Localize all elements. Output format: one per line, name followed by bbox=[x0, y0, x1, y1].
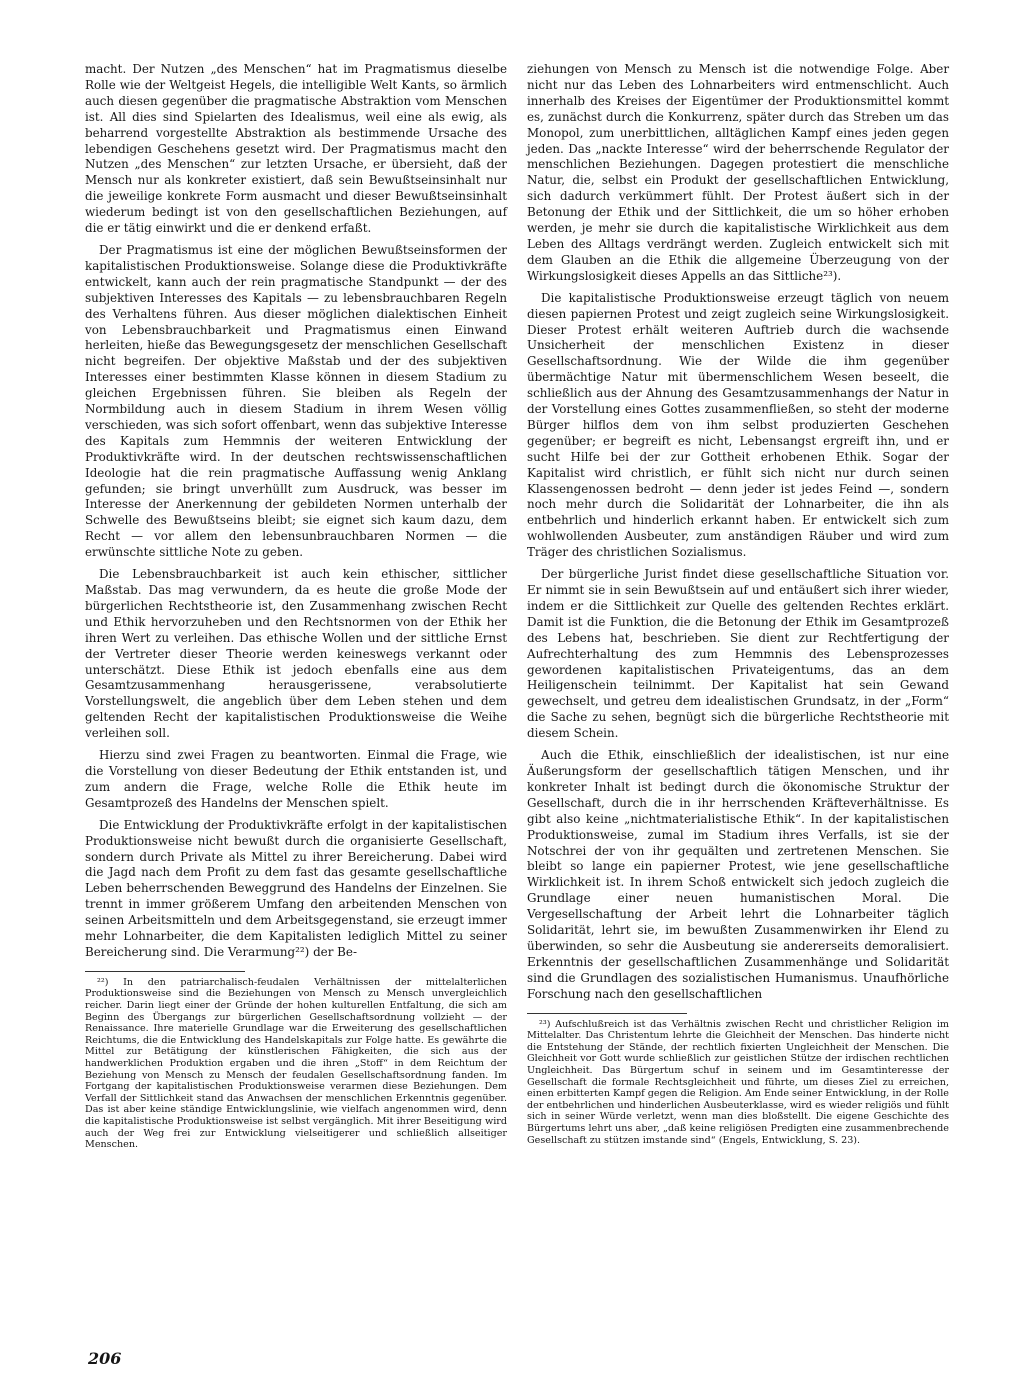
paragraph: Die kapitalistische Produktionsweise erzeugt täglich von neuem diesen papiernen Protest und zeigt zugleich seine Wirkungslosigkeit. Dieser Protest erhält weiteren Auftrieb durch die wachsende Unsicherheit der menschlichen Existenz in dieser Gesellschaftsordnung. Wie der Wilde die ihm gegenüber übermächtige Natur mit übermenschlichem Wesen beseelt, die schließlich aus der Ahnung des Gesamtzusammenhangs der Natur in der Vorstellung eines Gottes zusammenfließen, so steht der moderne Bürger hilflos dem von ihm selbst produzierten Geschehen gegenüber; er begreift es nicht, Lebensangst ergreift ihn, und er sucht Hilfe bei der zur Gottheit erhobenen Ethik. Sogar der Kapitalist wird christlich, er fühlt sich nicht nur durch seinen Klassengenossen bedroht — denn jeder ist jedes Feind —, sondern noch mehr durch die Solidarität der Lohnarbeiter, die ihn als entbehrlich und hinderlich erkannt haben. Er entwickelt sich zum wohlwollenden Ausbeuter, zum anständigen Räuber und wird zum Träger des christlichen Sozialismus. bbox=[527, 290, 949, 560]
paragraph: Die Lebensbrauchbarkeit ist auch kein ethischer, sittlicher Maßstab. Das mag verwundern, da es heute die große Mode der bürgerlichen Rechtstheorie ist, den Zusammenhang zwischen Recht und Ethik hervorzuheben und den Rechtsnormen von der Ethik her ihren Wert zu verleihen. Das ethische Wollen und der sittliche Ernst der Vertreter dieser Theorie werden keineswegs verkannt oder unterschätzt. Diese Ethik ist jedoch ebenfalls eine aus dem Gesamtzusammenhang herausgerissene, verabsolutierte Vorstellungswelt, die angeblich über dem Leben stehen und dem geltenden Recht der kapitalistischen Produktionsweise die Weihe verleihen soll. bbox=[85, 567, 507, 741]
right-column bbox=[527, 62, 949, 1146]
footnote-divider bbox=[527, 1013, 687, 1014]
paragraph: Hierzu sind zwei Fragen zu beantworten. Einmal die Frage, wie die Vorstellung von dieser Bedeutung der Ethik entstanden ist, und zum andern die Frage, welche Rolle die Ethik heute im Gesamtprozeß des Handelns der Menschen spielt. bbox=[85, 748, 507, 810]
footnote-22: ²²) In den patriarchalisch-feudalen Verhältnissen der mittelalterlichen Produktionsweise sind die Beziehungen von Mensch zu Mensch unvergleichlich reicher. Darin liegt einer der Gründe der hohen kulturellen Entfaltung, die sich am Beginn des Übergangs zur bürgerlichen Gesellschaftsordnung vollzieht — der Renaissance. Ihre materielle Grundlage war die Erweiterung des gesellschaftlichen Reichtums, die die Entwicklung des Handelskapitals zur Folge hatte. Es gewährte die Mittel zur Betätigung der künstlerischen Fähigkeiten, die sich aus der handwerklichen Produktion ergaben und die ihren „Stoff“ in dem Reichtum der Beziehung von Mensch zu Mensch der feudalen Gesellschaftsordnung fanden. Im Fortgang der kapitalistischen Produktionsweise verarmen diese Beziehungen. Dem Verfall der Sittlichkeit stand das Anwachsen der menschlichen Erkenntnis gegenüber. Das ist aber keine ständige Entwicklungslinie, wie vielfach angenommen wird, denn die kapitalistische Produktionsweise ist selbst vergänglich. Mit ihrer Beseitigung wird auch der Weg frei zur Entwicklung vielseitigerer und schließlich allseitiger Menschen. bbox=[85, 976, 507, 1151]
footnote-23: ²³) Aufschlußreich ist das Verhältnis zwischen Recht und christlicher Religion im Mittelalter. Das Christentum lehrte die Gleichheit der Menschen. Das hinderte nicht die Entstehung der Stände, der rechtlich fixierten Ungleichheit der Menschen. Die Gleichheit vor Gott wurde schließlich zur geistlichen Stütze der irdischen rechtlichen Ungleichheit. Das Bürgertum schuf in seinem und im Gesamtinteresse der Gesellschaft die formale Rechtsgleichheit und führte, um dieses Ziel zu erreichen, einen erbitterten Kampf gegen die Religion. Am Ende seiner Entwicklung, in der Rolle der entbehrlichen und hinderlichen Ausbeuterklasse, wird es wieder religiös und fühlt sich in seiner Würde verletzt, wenn man dies bloßstellt. Die eigene Geschichte des Bürgertums lehrt uns aber, „daß keine religiösen Predigten eine zusammenbrechende Gesellschaft zu stützen imstande sind“ (Engels, Entwicklung, S. 23). bbox=[527, 1018, 949, 1146]
paragraph: macht. Der Nutzen „des Menschen“ hat im Pragmatismus dieselbe Rolle wie der Weltgeist Hegels, die intelligible Welt Kants, so ärmlich auch diesen gegenüber die pragmatische Abstraktion vom Menschen ist. All dies sind Spielarten des Idealismus, weil eine als ewig, als beharrend vorgestellte Abstraktion als bestimmende Ursache des lebendigen Geschehens gesetzt wird. Der Pragmatismus macht den Nutzen „des Menschen“ zur letzten Ursache, er übersieht, daß der Mensch nur als konkreter existiert, daß sein Bewußtseinsinhalt nur die jeweilige konkrete Form ausmacht und dieser Bewußtseinsinhalt wiederum bedingt ist von den gesellschaftlichen Beziehungen, auf die er tätig einwirkt und die er denkend erfaßt. bbox=[85, 62, 507, 236]
paragraph: Der bürgerliche Jurist findet diese gesellschaftliche Situation vor. Er nimmt sie in sein Bewußtsein auf und entäußert sich ihrer wieder, indem er die Sittlichkeit zur Quelle des geltenden Rechtes erklärt. Damit ist die Funktion, die die Betonung der Ethik im Gesamtprozeß des Lebens hat, beschrieben. Sie dient zur Rechtfertigung der Aufrechterhaltung des zum Hemmnis des Lebensprozesses gewordenen kapitalistischen Privateigentums, das an dem Heiligenschein teilnimmt. Der Kapitalist hat sein Gewand gewechselt, und getreu dem idealistischen Grundsatz, in der „Form“ die Sache zu sehen, begnügt sich die bürgerliche Rechtstheorie mit diesem Schein. bbox=[527, 567, 949, 741]
page-number: 206 bbox=[88, 1349, 122, 1368]
paragraph: Der Pragmatismus ist eine der möglichen Bewußtseinsformen der kapitalistischen Produktionsweise. Solange diese die Produktivkräfte entwickelt, kann auch der rein pragmatische Standpunkt — der des subjektiven Interesses des Kapitals — zu lebensbrauchbaren Regeln des Verhaltens führen. Aus dieser möglichen dialektischen Einheit von Lebensbrauchbarkeit und Pragmatismus einen Einwand herleiten, hieße das Bewegungsgesetz der menschlichen Gesellschaft nicht begreifen. Der objektive Maßstab und der des subjektiven Interesses einer bestimmten Klasse können in diesem Stadium zu gleichen Ergebnissen führen. Sie bleiben als Regeln der Normbildung auch in diesem Stadium in ihrem Wesen völlig verschieden, was sich sofort offenbart, wenn das subjektive Interesse des Kapitals zum Hemmnis der weiteren Entwicklung der Produktivkräfte wird. In der deutschen rechtswissenschaftlichen Ideologie hat die rein pragmatische Auffassung wenig Anklang gefunden; sie bringt unverhüllt zum Ausdruck, was besser im Interesse der Anerkennung der gebildeten Normen unterhalb der Schwelle des Bewußtseins bleibt; sie eignet sich kaum dazu, dem Recht — vor allem den lebensunbrauchbaren Normen — die erwünschte sittliche Note zu geben. bbox=[85, 242, 507, 560]
left-column bbox=[85, 62, 507, 1151]
paragraph: ziehungen von Mensch zu Mensch ist die notwendige Folge. Aber nicht nur das Leben des Lohnarbeiters wird entmenschlicht. Auch innerhalb des Kreises der Eigentümer der Produktionsmittel kommt es, zunächst durch die Konkurrenz, später durch das Streben um das Monopol, zum unerbittlichen, alltäglichen Kampf eines jeden gegen jeden. Das „nackte Interesse“ wird der beherrschende Regulator der menschlichen Beziehungen. Dagegen protestiert die menschliche Natur, die, selbst ein Produkt der gesellschaftlichen Entwicklung, sich dadurch verkümmert fühlt. Der Protest äußert sich in der Betonung der Ethik und der Sittlichkeit, die um so höher erhoben werden, je mehr sie durch die kapitalistische Wirklichkeit aus dem Leben des Alltags verdrängt werden. Zugleich entwickelt sich mit dem Glauben an die Ethik die allgemeine Überzeugung von der Wirkungslosigkeit dieses Appells an das Sittliche²³). bbox=[527, 62, 949, 283]
footnote-divider bbox=[85, 971, 245, 972]
paragraph: Auch die Ethik, einschließlich der idealistischen, ist nur eine Äußerungsform der gesellschaftlich tätigen Menschen, und ihr konkreter Inhalt ist bedingt durch die ökonomische Struktur der Gesellschaft, durch die in ihr herrschenden Kräfteverhältnisse. Es gibt also keine „nichtmaterialistische Ethik“. In der kapitalistischen Produktionsweise, zumal im Stadium ihres Verfalls, ist sie der Notschrei der von ihr gequälten und zertretenen Menschen. Sie bleibt so lange ein papierner Protest, wie jene gesellschaftliche Wirklichkeit ist. In ihrem Schoß entwickelt sich jedoch zugleich die Grundlage einer neuen humanistischen Moral. Die Vergesellschaftung der Arbeit lehrt die Lohnarbeiter täglich Solidarität, lehrt sie, im bewußten Zusammenwirken ihr Elend zu überwinden, so sehr die Ausbeutung sie andererseits demoralisiert. Erkenntnis der gesellschaftlichen Zusammenhänge und Solidarität sind die Grundlagen des sozialistischen Humanismus. Unaufhörliche Forschung nach den gesellschaftlichen bbox=[527, 748, 949, 1001]
paragraph: Die Entwicklung der Produktivkräfte erfolgt in der kapitalistischen Produktionsweise nicht bewußt durch die organisierte Gesellschaft, sondern durch Private als Mittel zu ihrer Bereicherung. Dabei wird die Jagd nach dem Profit zu dem fast das gesamte gesellschaftliche Leben beherrschenden Beweggrund des Handelns der Einzelnen. Sie trennt in immer größerem Umfang den arbeitenden Menschen von seinen Arbeitsmitteln und dem Arbeitsgegenstand, sie erzeugt immer mehr Lohnarbeiter, die dem Kapitalisten lediglich Mittel zu seiner Bereicherung sind. Die Verarmung²²) der Be- bbox=[85, 817, 507, 959]
